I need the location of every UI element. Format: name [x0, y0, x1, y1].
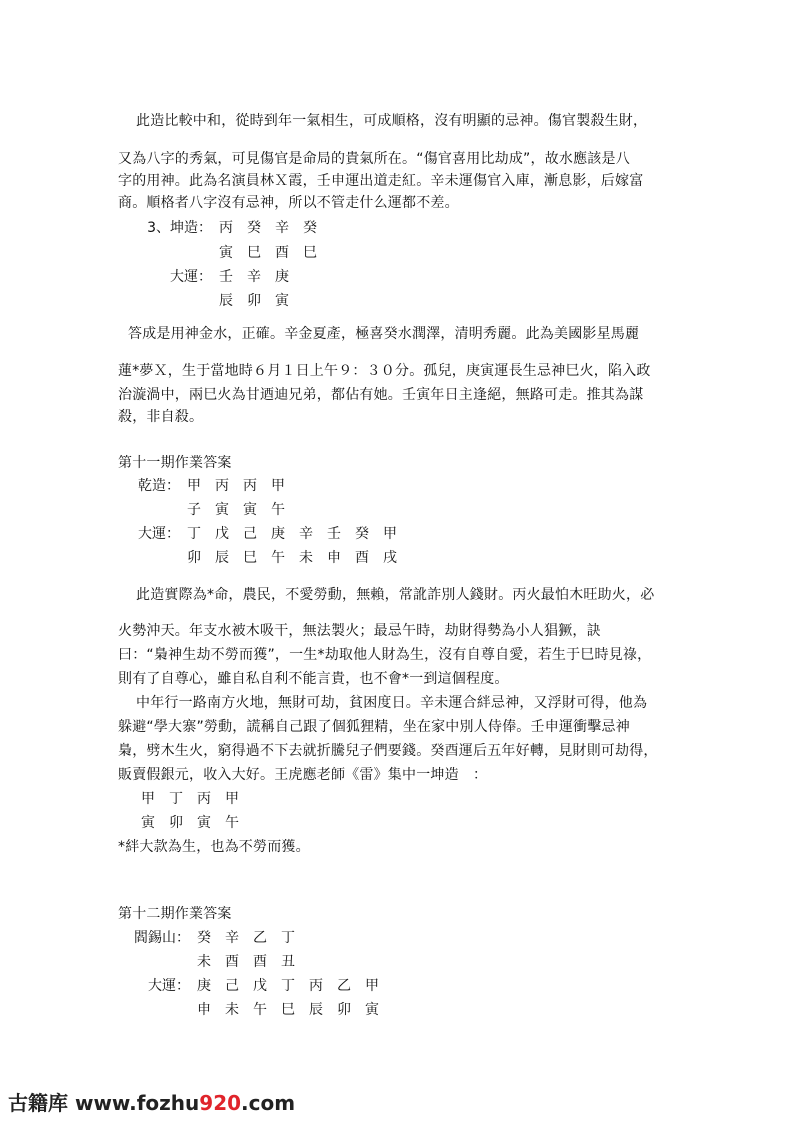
- luck-branch-cell: 未: [225, 1002, 239, 1018]
- footer-brand: 古籍库: [8, 1091, 68, 1115]
- luck-branch-cell: 午: [253, 1002, 267, 1018]
- luck-branch-cell: 酉: [355, 550, 369, 566]
- stem-cell: 辛: [275, 220, 289, 236]
- branch-cell: 酉: [253, 954, 267, 970]
- footer-url-part: .com: [241, 1091, 296, 1115]
- branch-cell: 寅: [243, 502, 257, 518]
- stem-cell: 辛: [225, 930, 239, 946]
- paragraph-line: 答成是用神金水，正確。辛金夏產，極喜癸水潤澤，清明秀麗。此為美國影星馬麗: [128, 326, 640, 342]
- luck-stem-cell: 丁: [281, 978, 295, 994]
- luck-stem-cell: 甲: [383, 526, 397, 542]
- stem-cell: 乙: [253, 930, 267, 946]
- branch-cell: 卯: [169, 815, 183, 831]
- luck-label: 大運：: [148, 978, 190, 994]
- stem-cell: 丙: [219, 220, 233, 236]
- stem-cell: 癸: [197, 930, 211, 946]
- luck-stem-cell: 庚: [197, 978, 211, 994]
- paragraph-line: 此造實際為*命，農民，不愛勞動，無賴，常訛詐別人錢財。丙火最怕木旺助火，必: [136, 587, 655, 603]
- luck-stem-cell: 辛: [247, 269, 261, 285]
- luck-branch-cell: 辰: [309, 1002, 323, 1018]
- branch-cell: 子: [187, 502, 201, 518]
- chart-label: 3、坤造：: [147, 220, 212, 236]
- stem-cell: 甲: [141, 791, 155, 807]
- branch-cell: 酉: [275, 245, 289, 261]
- luck-row-stems: [118, 977, 386, 995]
- footer-url-part: 920: [199, 1091, 242, 1115]
- luck-branch-cell: 卯: [247, 293, 261, 309]
- luck-label: 大運：: [170, 269, 212, 285]
- luck-stem-cell: 辛: [299, 526, 313, 542]
- luck-stem-cell: 戊: [253, 978, 267, 994]
- luck-label: 大運：: [138, 526, 180, 542]
- paragraph-line: 梟，劈木生火，窮得過不下去就折騰兒子們要錢。癸酉運后五年好轉，見財則可劫得，: [118, 743, 658, 759]
- branch-cell: 未: [197, 954, 211, 970]
- stem-cell: 丙: [197, 791, 211, 807]
- luck-branch-cell: 戌: [383, 550, 397, 566]
- paragraph-line: 販賣假銀元，收入大好。王虎應老師《雷》集中一坤造 ：: [118, 767, 488, 783]
- luck-stem-cell: 壬: [219, 269, 233, 285]
- paragraph-line: 中年行一路南方火地，無財可劫，貧困度日。辛未運合絆忌神，又浮財可得，他為: [136, 695, 648, 711]
- paragraph-line: 又為八字的秀氣，可見傷官是命局的貴氣所在。“傷官喜用比劫成”，故水應該是八: [118, 151, 630, 167]
- chart-label: 乾造：: [138, 478, 180, 494]
- luck-stem-cell: 戊: [215, 526, 229, 542]
- paragraph-line: 商。順格者八字沒有忌神，所以不管走什么運都不差。: [118, 195, 459, 211]
- chart-row-stems: [118, 929, 302, 947]
- luck-branch-cell: 未: [299, 550, 313, 566]
- luck-stem-cell: 乙: [337, 978, 351, 994]
- paragraph-line: 則有了自尊心，雖自私自利不能言貴，也不會*一到這個程度。: [118, 671, 509, 687]
- luck-branch-cell: 午: [271, 550, 285, 566]
- branch-cell: 午: [271, 502, 285, 518]
- paragraph-line: 此造比較中和，從時到年一氣相生，可成順格，沒有明顯的忌神。傷官製殺生財，: [136, 113, 648, 129]
- luck-stem-cell: 壬: [327, 526, 341, 542]
- luck-stem-cell: 庚: [271, 526, 285, 542]
- paragraph-line: *絆大款為生，也為不勞而獲。: [118, 839, 310, 855]
- branch-cell: 丑: [281, 954, 295, 970]
- footer-url-part: www.fozhu: [68, 1091, 200, 1115]
- luck-row-branches: [180, 549, 404, 567]
- luck-branch-cell: 申: [197, 1002, 211, 1018]
- luck-branch-cell: 申: [327, 550, 341, 566]
- luck-stem-cell: 癸: [355, 526, 369, 542]
- luck-stem-cell: 丁: [187, 526, 201, 542]
- chart-row-branches: [190, 953, 302, 971]
- branch-cell: 寅: [141, 815, 155, 831]
- paragraph-line: 字的用神。此為名演員林Ｘ霞，壬申運出道走紅。辛未運傷官入庫，漸息影，后嫁富: [118, 173, 644, 189]
- luck-branch-cell: 寅: [365, 1002, 379, 1018]
- stem-cell: 甲: [225, 791, 239, 807]
- branch-cell: 巳: [303, 245, 317, 261]
- branch-cell: 寅: [215, 502, 229, 518]
- luck-stem-cell: 庚: [275, 269, 289, 285]
- branch-cell: 巳: [247, 245, 261, 261]
- section-title: 第十二期作業答案: [118, 906, 232, 922]
- section-title: 第十一期作業答案: [118, 455, 232, 471]
- chart-row-stems: [140, 219, 324, 237]
- branch-cell: 寅: [197, 815, 211, 831]
- stem-cell: 丁: [281, 930, 295, 946]
- stem-cell: 丁: [169, 791, 183, 807]
- luck-stem-cell: 己: [243, 526, 257, 542]
- chart-row-stems: [134, 790, 246, 808]
- stem-cell: 甲: [187, 478, 201, 494]
- luck-branch-cell: 寅: [275, 293, 289, 309]
- luck-branch-cell: 巳: [243, 550, 257, 566]
- luck-branch-cell: 卯: [187, 550, 201, 566]
- stem-cell: 甲: [271, 478, 285, 494]
- luck-branch-cell: 辰: [215, 550, 229, 566]
- paragraph-line: 治漩渦中，兩巳火為甘迺迪兄弟，都佔有她。壬寅年日主逢絕，無路可走。推其為謀: [118, 387, 644, 403]
- paragraph-line: 火勢沖天。年支水被木吸干，無法製火；最忌午時，劫財得勢為小人猖獗，訣: [118, 623, 601, 639]
- luck-branch-cell: 巳: [281, 1002, 295, 1018]
- luck-row-stems: [118, 525, 404, 543]
- chart-row-stems: [118, 477, 292, 495]
- paragraph-line: 蓮*夢Ｘ，生于當地時６月１日上午９：３０分。孤兒，庚寅運長生忌神巳火，陷入政: [118, 363, 651, 379]
- chart-row-branches: [212, 244, 324, 262]
- chart-row-branches: [134, 814, 246, 832]
- stem-cell: 癸: [303, 220, 317, 236]
- luck-stem-cell: 甲: [365, 978, 379, 994]
- luck-row-stems: [140, 268, 296, 286]
- luck-branch-cell: 辰: [219, 293, 233, 309]
- branch-cell: 酉: [225, 954, 239, 970]
- paragraph-line: 躲避“學大寨”勞動，謊稱自己跟了個狐狸精，坐在家中別人侍俸。壬申運衝擊忌神: [118, 719, 630, 735]
- chart-label: 閻錫山：: [134, 930, 190, 946]
- chart-row-branches: [180, 501, 292, 519]
- luck-row-branches: [190, 1001, 386, 1019]
- footer-watermark: [8, 1087, 295, 1116]
- stem-cell: 丙: [215, 478, 229, 494]
- branch-cell: 午: [225, 815, 239, 831]
- luck-stem-cell: 己: [225, 978, 239, 994]
- paragraph-line: 曰：“梟神生劫不勞而獲”，一生*劫取他人財為生，沒有自尊自愛，若生于巳時見祿，: [118, 647, 652, 663]
- paragraph-line: 殺，非自殺。: [118, 409, 204, 425]
- stem-cell: 丙: [243, 478, 257, 494]
- luck-stem-cell: 丙: [309, 978, 323, 994]
- luck-row-branches: [212, 292, 296, 310]
- stem-cell: 癸: [247, 220, 261, 236]
- luck-branch-cell: 卯: [337, 1002, 351, 1018]
- branch-cell: 寅: [219, 245, 233, 261]
